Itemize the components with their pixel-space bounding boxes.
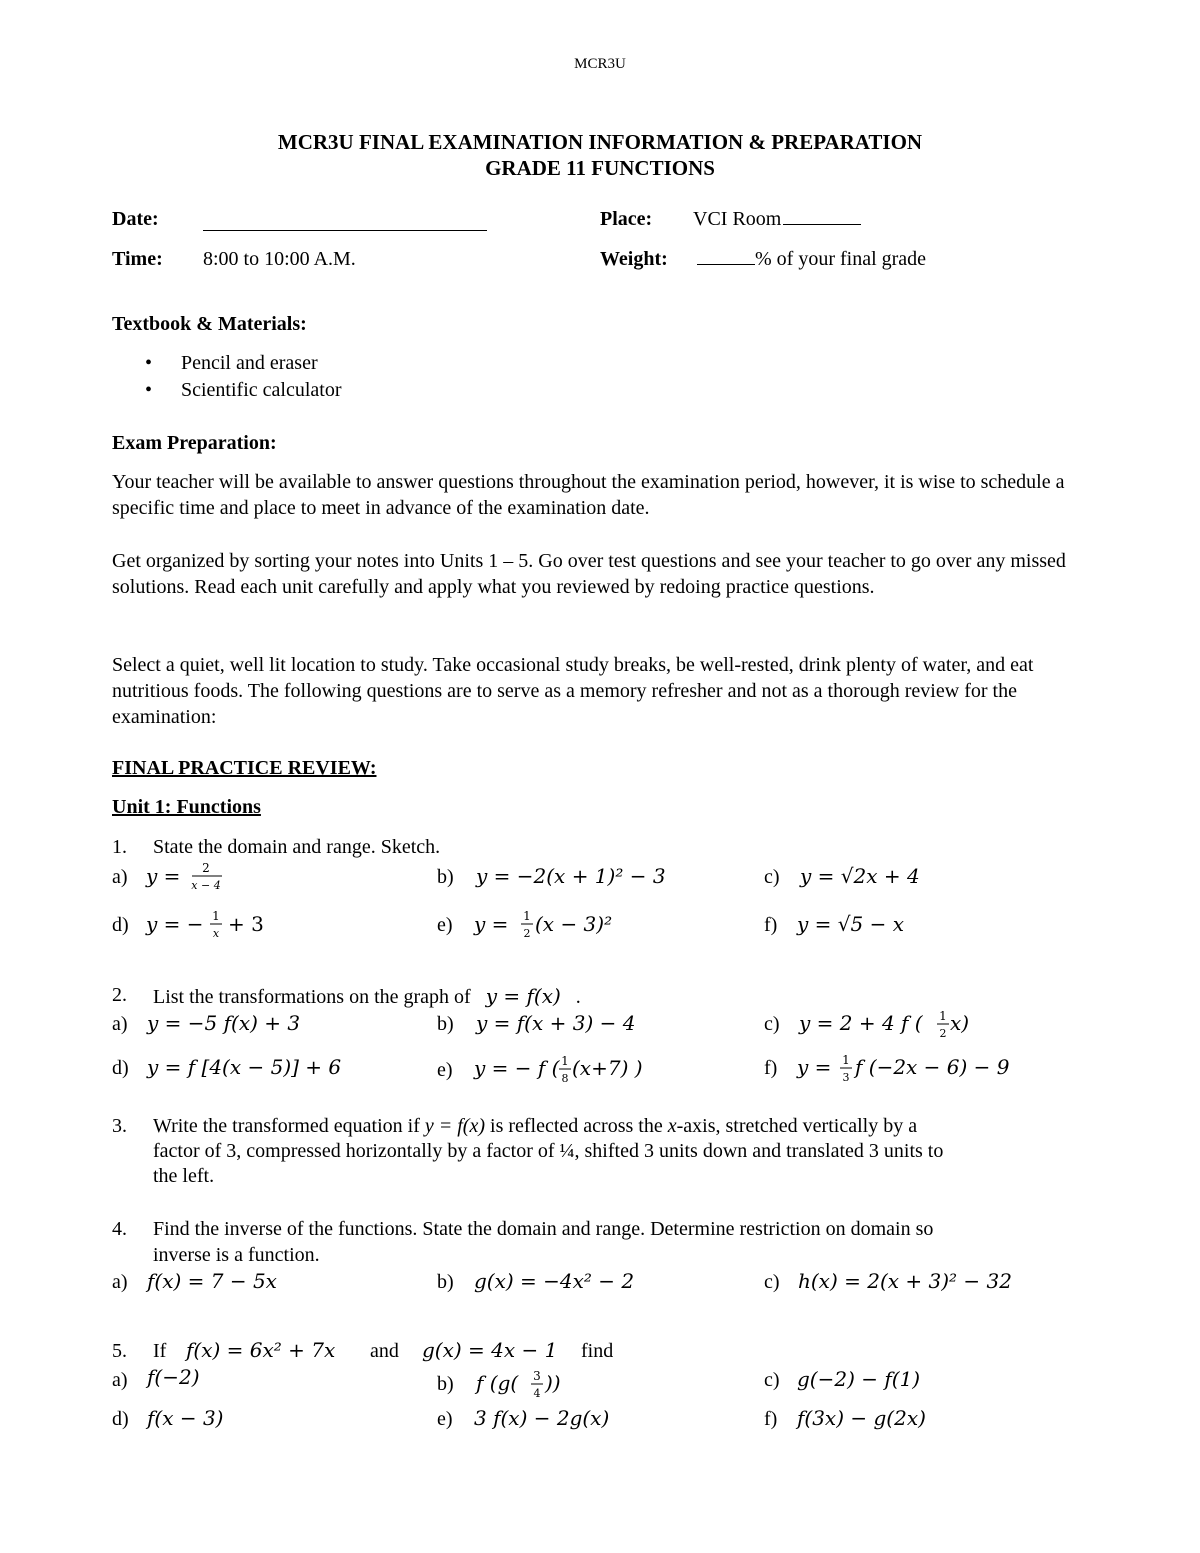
q3-line-3: the left.	[153, 1165, 215, 1187]
q2-c-num: 1	[939, 1009, 947, 1023]
q5-c-equation: g(−2) − f(1)	[797, 1367, 921, 1391]
q1-f-label: f)	[764, 914, 778, 936]
q1-d-lhs: y = −	[146, 912, 204, 936]
materials-heading: Textbook & Materials:	[112, 313, 307, 335]
q2-a-label: a)	[112, 1013, 128, 1035]
q1-a-equation	[144, 857, 244, 897]
prep-paragraph-3: Select a quiet, well lit location to study. Take occasional study breaks, be well-rested, drink plenty of water, and eat nutritious foods. The following questions are to serve as a memory refresher and not as a thorough review for the examination:	[112, 654, 1034, 728]
q5-b-lhs: f (g(	[476, 1371, 519, 1395]
weight-blank-line	[697, 263, 755, 265]
q4-a-label: a)	[112, 1271, 128, 1293]
q1-e-rhs: (x − 3)²	[535, 912, 613, 936]
q1-a-label: a)	[112, 866, 128, 888]
q1-text: State the domain and range. Sketch.	[153, 836, 441, 858]
q1-d-equation	[144, 905, 274, 945]
q2-c-lhs: y = 2 + 4 f (	[799, 1011, 923, 1035]
q2-d-label: d)	[112, 1057, 129, 1079]
q1-number: 1.	[112, 836, 127, 858]
q5-b-den: 4	[533, 1387, 541, 1400]
q1-e-den: 2	[523, 927, 531, 940]
q5-find: find	[581, 1340, 614, 1362]
q1-e-lhs: y =	[474, 912, 509, 936]
q4-b-label: b)	[437, 1271, 454, 1293]
q1-d-den: x	[212, 927, 220, 940]
room-blank-line	[783, 223, 861, 225]
q5-and: and	[370, 1340, 399, 1362]
q2-f-num: 1	[842, 1053, 850, 1067]
q5-d-label: d)	[112, 1408, 129, 1430]
q5-e-label: e)	[437, 1408, 453, 1430]
q4-number: 4.	[112, 1218, 127, 1240]
weight-label: Weight:	[600, 248, 668, 270]
q2-b-equation: y = f(x + 3) − 4	[476, 1011, 636, 1035]
q1-c-label: c)	[764, 866, 780, 888]
page-subtitle: GRADE 11 FUNCTIONS	[485, 156, 715, 180]
q4-c-equation: h(x) = 2(x + 3)² − 32	[798, 1269, 1012, 1293]
q1-a-lhs: y =	[146, 864, 181, 888]
place-label: Place:	[600, 208, 653, 230]
q4-c-label: c)	[764, 1271, 780, 1293]
q2-b-label: b)	[437, 1013, 454, 1035]
q1-b-label: b)	[437, 866, 454, 888]
q5-a-equation: f(−2)	[147, 1365, 200, 1389]
page-title: MCR3U FINAL EXAMINATION INFORMATION & PREPARATION	[277, 130, 923, 154]
time-label: Time:	[112, 248, 163, 270]
prep-paragraph-1: Your teacher will be available to answer questions throughout the examination period, however, it is wise to schedule a specific time and place to meet in advance of the examination date.	[112, 471, 1065, 519]
bullet-2: •	[145, 379, 153, 401]
q2-text: List the transformations on the graph of y = f(x) .	[153, 984, 581, 1008]
q2-a-equation: y = −5 f(x) + 3	[147, 1011, 301, 1035]
q2-f-equation	[795, 1047, 1035, 1087]
time-value: 8:00 to 10:00 A.M.	[203, 248, 356, 270]
q2-c-label: c)	[764, 1013, 780, 1035]
q5-number: 5.	[112, 1340, 127, 1362]
q5-a-label: a)	[112, 1369, 128, 1391]
q2-f-rhs: f (−2x − 6) − 9	[855, 1055, 1010, 1079]
q2-c-equation	[797, 1003, 977, 1043]
date-label: Date:	[112, 208, 159, 230]
q4-b-equation: g(x) = −4x² − 2	[474, 1269, 635, 1293]
prep-paragraph-2: Get organized by sorting your notes into Units 1 – 5. Go over test questions and see your teacher to go over any missed solutions. Read each unit carefully and apply what you reviewed by redoing practice questions.	[112, 550, 1066, 598]
q1-f-equation: y = √5 − x	[797, 912, 904, 936]
q5-g-definition: g(x) = 4x − 1	[422, 1338, 558, 1362]
materials-item-1: Pencil and eraser	[181, 352, 318, 374]
q1-e-label: e)	[437, 914, 453, 936]
weight-value: % of your final grade	[697, 248, 926, 271]
q2-f-label: f)	[764, 1057, 778, 1079]
q5-d-equation: f(x − 3)	[147, 1406, 224, 1430]
q5-c-label: c)	[764, 1369, 780, 1391]
q2-e-rhs: (x+7) )	[572, 1056, 643, 1080]
prep-heading: Exam Preparation:	[112, 432, 277, 454]
q3-line-2: factor of 3, compressed horizontally by a factor of ¼, shifted 3 units down and translated 3 units to	[153, 1140, 944, 1162]
q5-e-equation: 3 f(x) − 2g(x)	[474, 1406, 610, 1430]
q4-line-2: inverse is a function.	[153, 1244, 320, 1266]
q1-d-num: 1	[212, 909, 220, 923]
q1-a-den: x − 4	[191, 879, 221, 892]
q4-line-1: Find the inverse of the functions. State the domain and range. Determine restriction on domain so	[153, 1218, 934, 1240]
q1-a-num: 2	[202, 861, 210, 875]
q2-d-equation: y = f [4(x − 5)] + 6	[147, 1055, 342, 1079]
materials-item-2: Scientific calculator	[181, 379, 342, 401]
q2-e-lhs: y = − f (	[474, 1056, 560, 1080]
q2-e-label: e)	[437, 1059, 453, 1081]
q1-d-label: d)	[112, 914, 129, 936]
q5-f-definition: f(x) = 6x² + 7x	[186, 1338, 336, 1362]
unit-heading: Unit 1: Functions	[112, 796, 261, 818]
q1-e-num: 1	[523, 909, 531, 923]
q2-e-equation	[472, 1048, 662, 1088]
q1-c-equation: y = √2x + 4	[800, 864, 920, 888]
q5-b-equation	[474, 1362, 594, 1404]
q2-c-rhs: x)	[950, 1011, 970, 1035]
q5-b-label: b)	[437, 1373, 454, 1395]
q5-b-num: 3	[533, 1369, 541, 1383]
bullet-1: •	[145, 352, 153, 374]
q2-e-den: 8	[561, 1072, 569, 1085]
q3-line-1: Write the transformed equation if y = f(x) is reflected across the x-axis, stretched vertically by a	[153, 1115, 918, 1137]
q2-c-den: 2	[939, 1027, 947, 1040]
q5-if: If	[153, 1340, 167, 1362]
place-value: VCI Room	[693, 208, 861, 231]
page-header: MCR3U	[574, 56, 626, 72]
q1-e-equation	[472, 905, 622, 945]
q2-f-lhs: y =	[797, 1055, 832, 1079]
q5-f-label: f)	[764, 1408, 778, 1430]
q2-number: 2.	[112, 984, 127, 1006]
date-blank-line	[203, 230, 487, 231]
q2-f-den: 3	[842, 1071, 850, 1084]
q1-d-rhs: + 3	[228, 912, 264, 936]
q1-b-equation: y = −2(x + 1)² − 3	[476, 864, 666, 888]
q2-e-num: 1	[561, 1054, 569, 1068]
q3-number: 3.	[112, 1115, 127, 1137]
q5-f-equation: f(3x) − g(2x)	[797, 1406, 926, 1430]
review-heading: FINAL PRACTICE REVIEW:	[112, 757, 377, 779]
q5-b-rhs: ))	[545, 1371, 561, 1395]
q4-a-equation: f(x) = 7 − 5x	[147, 1269, 277, 1293]
